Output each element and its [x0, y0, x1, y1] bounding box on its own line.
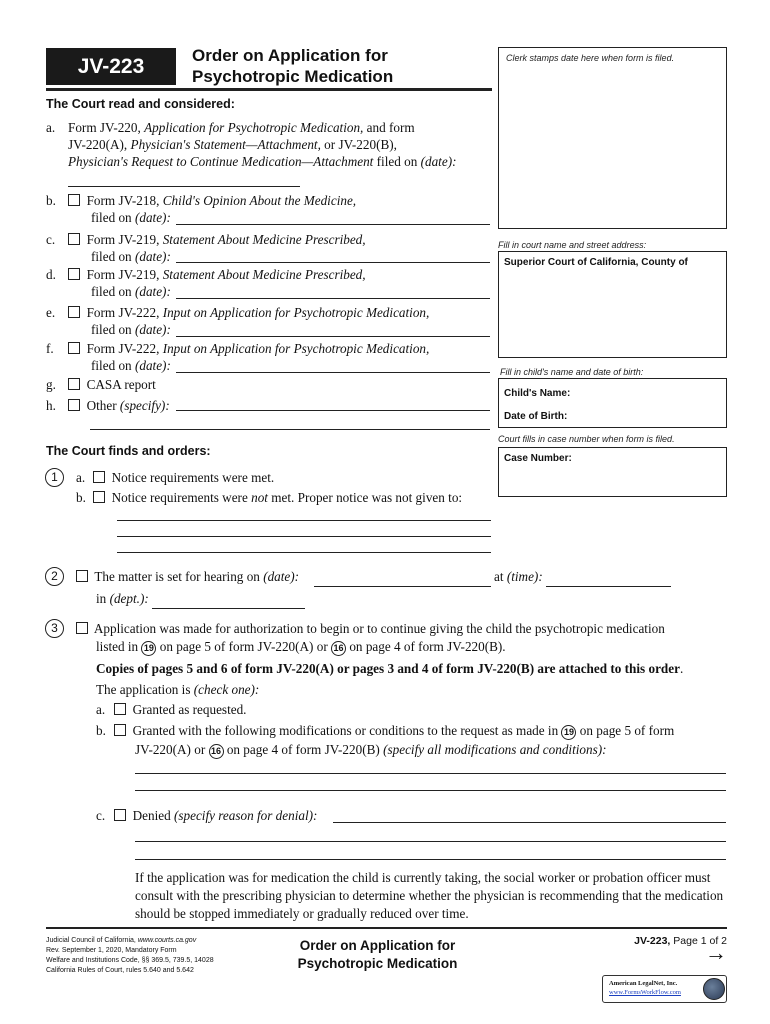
item-e-text: Form JV-222, Input on Application for Psychotropic Medication, filed on (date):	[68, 304, 488, 338]
item-2-checkbox[interactable]	[76, 570, 88, 582]
form-number-badge: JV-223	[46, 48, 176, 85]
item-d-date-line[interactable]	[176, 298, 490, 299]
item-3c-line-2[interactable]	[135, 841, 726, 842]
item-h-specify-line-2[interactable]	[90, 429, 490, 430]
court-name-note: Fill in court name and street address:	[498, 240, 647, 250]
item-3c-text: Denied (specify reason for denial):	[114, 807, 317, 824]
header-rule	[46, 88, 492, 91]
item-2-number: 2	[45, 567, 64, 586]
child-name-label: Child's Name:	[504, 388, 571, 399]
child-info-note: Fill in child's name and date of birth:	[500, 367, 644, 377]
item-1b-text: Notice requirements were not met. Proper notice was not given to:	[93, 489, 462, 506]
item-c-letter: c.	[46, 232, 56, 247]
clerk-stamp-note: Clerk stamps date here when form is filed.	[506, 53, 675, 63]
item-f-letter: f.	[46, 341, 54, 356]
item-1a-letter: a.	[76, 470, 86, 485]
ref-19-badge-2: 19	[561, 725, 576, 740]
vendor-badge	[602, 975, 727, 1003]
item-a-date-line[interactable]	[68, 186, 300, 187]
item-1a-text: Notice requirements were met.	[93, 469, 274, 486]
item-2-date-line[interactable]	[314, 586, 491, 587]
clerk-stamp-box	[498, 47, 727, 229]
item-f-checkbox[interactable]	[68, 342, 80, 354]
child-dob-label: Date of Birth:	[504, 411, 568, 422]
footer-title: Order on Application for Psychotropic Medication	[297, 938, 458, 971]
vendor-globe-icon	[703, 978, 725, 1000]
item-d-text: Form JV-219, Statement About Medicine Prescribed, filed on (date):	[68, 266, 488, 300]
item-3b-letter: b.	[96, 723, 106, 738]
item-3c-line-1[interactable]	[333, 822, 726, 823]
item-1b-line-1[interactable]	[117, 520, 491, 521]
vendor-name: American LegalNet, Inc.	[609, 980, 678, 987]
item-g-text: CASA report	[68, 376, 156, 393]
court-name-label: Superior Court of California, County of	[504, 257, 688, 268]
item-1-number: 1	[45, 468, 64, 487]
item-1b-checkbox[interactable]	[93, 491, 105, 503]
item-3a-text: Granted as requested.	[114, 701, 246, 718]
item-3-checkbox[interactable]	[76, 622, 88, 634]
item-a-text: Form JV-220, Application for Psychotropic Medication, and form JV-220(A), Physician's Statement—Attachment, or JV-220(B), Physician's Request to Continue Medication—Attachment filed on (date):	[68, 120, 457, 169]
child-info-box[interactable]	[498, 378, 727, 428]
item-1a-checkbox[interactable]	[93, 471, 105, 483]
ref-16-badge-2: 16	[209, 744, 224, 759]
form-title-line2: Psychotropic Medication	[192, 67, 394, 86]
item-h-text: Other (specify):	[68, 397, 170, 414]
item-3-number: 3	[45, 619, 64, 638]
item-3-consult-note: If the application was for medication the child is currently taking, the social worker or probation officer must consult with the prescribing physician to determine whether the physician is recommending that the medication should be stopped immediately or gradually reduced over time.	[135, 870, 724, 921]
item-d-checkbox[interactable]	[68, 268, 80, 280]
item-e-letter: e.	[46, 305, 56, 320]
item-e-date-line[interactable]	[176, 336, 490, 337]
item-d-letter: d.	[46, 267, 56, 282]
item-2-dept-label: in (dept.):	[96, 591, 149, 606]
item-2-dept-line[interactable]	[152, 608, 305, 609]
item-3b-text: Granted with the following modifications or conditions to the request as made in 19 on page 5 of form JV-220(A) or 16 on page 4 of form JV-220(B) (specify all modifications and conditions):	[114, 722, 734, 759]
item-b-checkbox[interactable]	[68, 194, 80, 206]
item-b-letter: b.	[46, 193, 56, 208]
item-2-time-line[interactable]	[546, 586, 671, 587]
item-3c-line-3[interactable]	[135, 859, 726, 860]
item-g-letter: g.	[46, 377, 56, 392]
case-number-box[interactable]	[498, 447, 727, 497]
footer-page-number: JV-223, Page 1 of 2	[634, 935, 727, 947]
next-page-arrow-icon[interactable]: →	[705, 940, 727, 965]
item-f-text: Form JV-222, Input on Application for Psychotropic Medication, filed on (date):	[68, 340, 488, 374]
considered-heading: The Court read and considered:	[46, 97, 235, 111]
item-b-text: Form JV-218, Child's Opinion About the Medicine, filed on (date):	[68, 192, 488, 226]
case-number-label: Case Number:	[504, 453, 572, 464]
item-3a-checkbox[interactable]	[114, 703, 126, 715]
item-3b-line-2[interactable]	[135, 790, 726, 791]
item-3-text: Application was made for authorization to begin or to continue giving the child the psychotropic medication listed in 19 on page 5 of form JV-220(A) or 16 on page 4 of form JV-220(B). Copies of pages 5 and 6 of form JV-220(A) or pages 3 and 4 of form JV-220(B) are attached to this order. The application is (check one):	[76, 620, 736, 698]
item-1b-line-2[interactable]	[117, 536, 491, 537]
item-2-text: The matter is set for hearing on (date):	[76, 568, 299, 585]
item-c-checkbox[interactable]	[68, 233, 80, 245]
item-e-checkbox[interactable]	[68, 306, 80, 318]
item-3c-checkbox[interactable]	[114, 809, 126, 821]
item-c-date-line[interactable]	[176, 262, 490, 263]
footer-citations: Judicial Council of California, www.courts.ca.gov Rev. September 1, 2020, Mandatory Form Welfare and Institutions Code, §§ 369.5, 739.5, 14028 California Rules of Court, rules 5.640 and 5.642	[46, 937, 214, 974]
ref-16-badge: 16	[331, 641, 346, 656]
ref-19-badge: 19	[141, 641, 156, 656]
case-number-note: Court fills in case number when form is filed.	[498, 434, 675, 444]
footer-rule	[46, 927, 727, 929]
vendor-link[interactable]: www.FormsWorkFlow.com	[609, 989, 681, 996]
court-name-box[interactable]	[498, 251, 727, 358]
item-f-date-line[interactable]	[176, 372, 490, 373]
item-a-letter: a.	[46, 120, 56, 135]
item-b-date-line[interactable]	[176, 224, 490, 225]
item-3b-line-1[interactable]	[135, 773, 726, 774]
item-3a-letter: a.	[96, 702, 106, 717]
item-3b-checkbox[interactable]	[114, 724, 126, 736]
finds-heading: The Court finds and orders:	[46, 444, 211, 458]
item-g-checkbox[interactable]	[68, 378, 80, 390]
item-3c-letter: c.	[96, 808, 106, 823]
item-2-time-label: at (time):	[494, 569, 543, 584]
item-h-checkbox[interactable]	[68, 399, 80, 411]
item-h-letter: h.	[46, 398, 56, 413]
item-1b-letter: b.	[76, 490, 86, 505]
form-title-line1: Order on Application for	[192, 46, 388, 65]
item-c-text: Form JV-219, Statement About Medicine Prescribed, filed on (date):	[68, 231, 488, 265]
item-1b-line-3[interactable]	[117, 552, 491, 553]
form-title	[192, 45, 393, 87]
item-h-specify-line[interactable]	[176, 410, 490, 411]
